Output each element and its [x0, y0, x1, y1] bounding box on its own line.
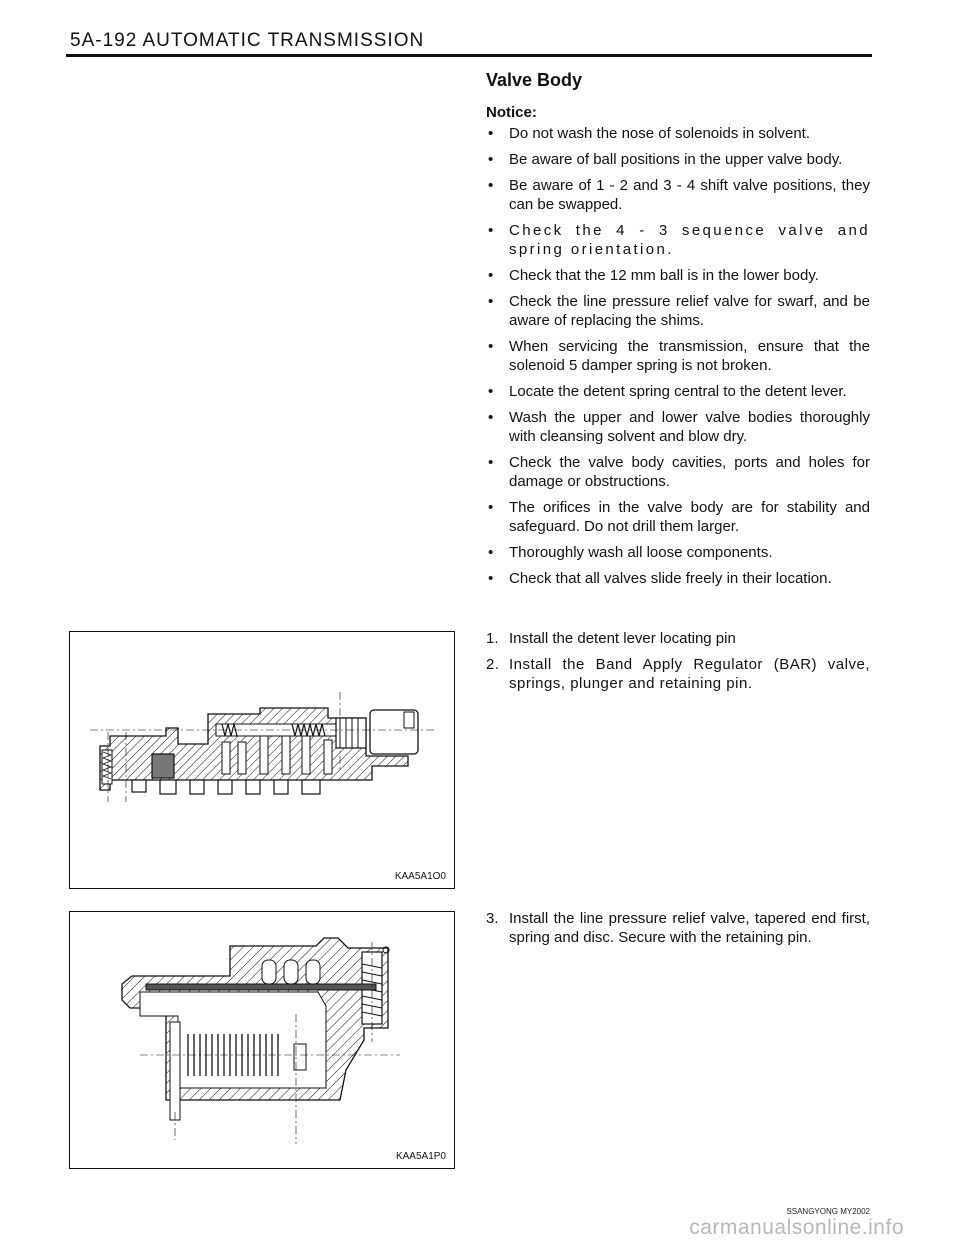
step-number: 3.: [486, 910, 499, 927]
step-number: 2.: [486, 656, 500, 673]
step-item: [486, 909, 870, 947]
figure-code: KAA5A1O0: [394, 871, 446, 882]
figure-bar-valve: [69, 631, 455, 889]
step-number: 1.: [486, 630, 499, 647]
notice-item: • Check that the 12 mm ball is in the lower body.: [486, 266, 870, 285]
notice-item: • When servicing the transmission, ensure that the solenoid 5 damper spring is not broken.: [486, 337, 870, 375]
steps-list-a: [486, 629, 870, 700]
figure-relief-valve: [69, 911, 455, 1169]
steps-list-b: [486, 909, 870, 954]
watermark: carmanualsonline.info: [689, 1216, 904, 1239]
notice-item: • Check that all valves slide freely in their location.: [486, 569, 870, 588]
notice-item: • The orifices in the valve body are for stability and safeguard. Do not drill them larger.: [486, 498, 870, 536]
notice-item: • Do not wash the nose of solenoids in solvent.: [486, 124, 870, 143]
footer-brand: SSANGYONG MY2002: [786, 1207, 870, 1216]
notice-item: • Wash the upper and lower valve bodies thoroughly with cleansing solvent and blow dry.: [486, 408, 870, 446]
step-item: [486, 655, 870, 693]
header-rule: [66, 54, 872, 57]
step-text: Install the line pressure relief valve, tapered end first, spring and disc. Secure with the retaining pin.: [509, 910, 870, 946]
step-text: Install the detent lever locating pin: [509, 630, 736, 647]
step-text: Install the Band Apply Regulator (BAR) valve, springs, plunger and retaining pin.: [509, 656, 870, 692]
notice-item: • Locate the detent spring central to the detent lever.: [486, 382, 870, 401]
valve-body-section-drawing: [70, 632, 454, 888]
notice-item: • Be aware of ball positions in the upper valve body.: [486, 150, 870, 169]
notice-label: Notice:: [486, 104, 537, 121]
page-header: 5A-192 AUTOMATIC TRANSMISSION: [70, 30, 425, 51]
figure-code: KAA5A1P0: [395, 1151, 446, 1162]
notice-item: • Check the 4 - 3 sequence valve and spring orientation.: [486, 221, 870, 259]
section-title: Valve Body: [486, 70, 583, 90]
step-item: [486, 629, 870, 648]
notice-item: • Thoroughly wash all loose components.: [486, 543, 870, 562]
notice-item: • Be aware of 1 - 2 and 3 - 4 shift valve positions, they can be swapped.: [486, 176, 870, 214]
notice-item: • Check the line pressure relief valve for swarf, and be aware of replacing the shims.: [486, 292, 870, 330]
notice-list: [486, 124, 870, 595]
notice-item: • Check the valve body cavities, ports and holes for damage or obstructions.: [486, 453, 870, 491]
relief-valve-section-drawing: [70, 912, 454, 1168]
